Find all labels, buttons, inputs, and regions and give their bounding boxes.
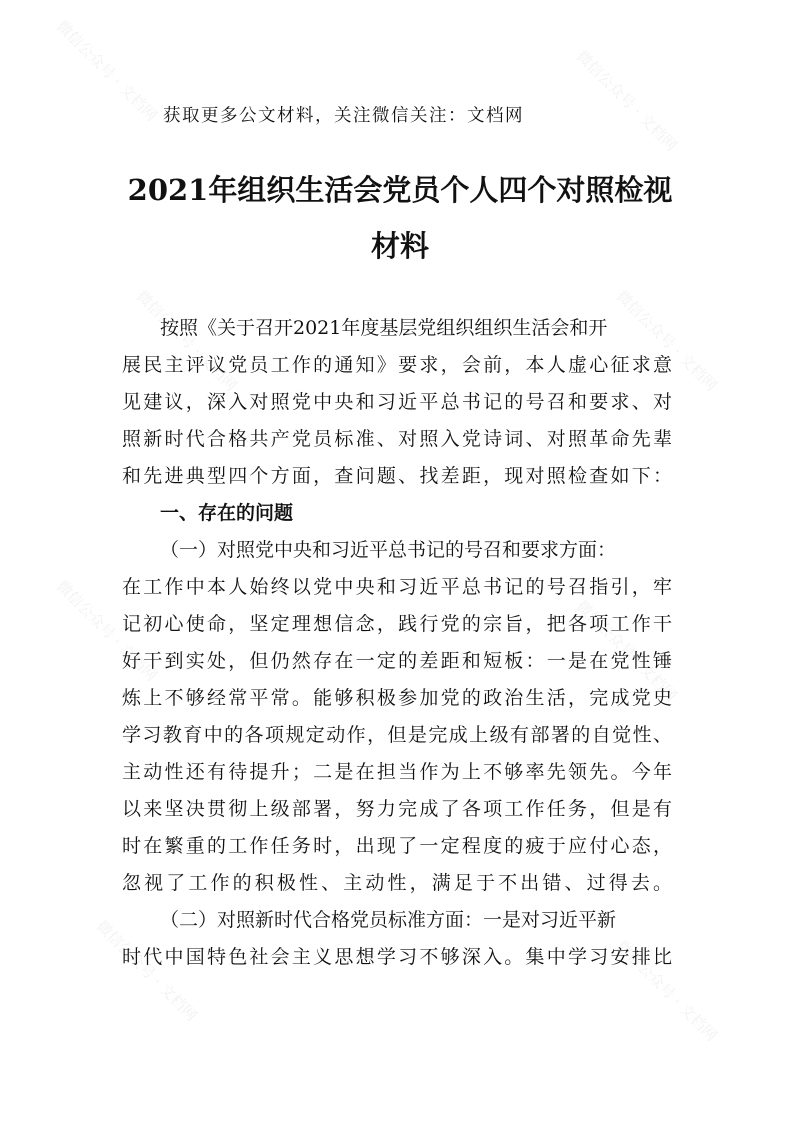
body-line-13: 主动性还有待提升；二是在担当作为上不够率先领先。今年 — [122, 761, 672, 783]
body-line-7: （一）对照党中央和习近平总书记的号召和要求方面： — [160, 539, 617, 561]
body-line-18: 时代中国特色社会主义思想学习不够深入。集中学习安排比 — [122, 946, 672, 968]
watermark: 微信公众号 · 文档网 — [92, 917, 201, 1025]
watermark: 微信公众号 · 文档网 — [132, 287, 241, 395]
body-line-4: 照新时代合格共产党员标准、对照入党诗词、对照革命先辈 — [122, 428, 672, 450]
body-line-8: 在工作中本人始终以党中央和习近平总书记的号召指引，牢 — [122, 576, 672, 598]
watermark: 微信公众号 · 文档网 — [612, 287, 721, 395]
body-line-5: 和先进典型四个方面，查问题、找差距，现对照检查如下： — [122, 465, 672, 487]
body-line-16: 忽视了工作的积极性、主动性，满足于不出错、过得去。 — [122, 872, 672, 894]
body-line-11: 炼上不够经常平常。能够积极参加党的政治生活，完成党史 — [122, 687, 672, 709]
watermark: 微信公众号 · 文档网 — [52, 577, 161, 685]
header-note: 获取更多公文材料，关注微信关注：文档网 — [163, 106, 524, 126]
watermark: 微信公众号 · 文档网 — [52, 17, 161, 125]
body-line-2: 展民主评议党员工作的通知》要求，会前，本人虚心征求意 — [122, 354, 672, 376]
watermark: 微信公众号 · 文档网 — [572, 47, 681, 155]
body-line-3: 见建议，深入对照党中央和习近平总书记的号召和要求、对 — [122, 391, 672, 413]
section-heading: 一、存在的问题 — [160, 502, 294, 524]
document-title-line-1: 2021年组织生活会党员个人四个对照检视 — [127, 173, 673, 207]
body-line-12: 学习教育中的各项规定动作，但是完成上级有部署的自觉性、 — [122, 724, 672, 746]
body-line-15: 时在繁重的工作任务时，出现了一定程度的疲于应付心态， — [122, 835, 672, 857]
document-title-line-2: 材料 — [370, 229, 429, 263]
body-line-17: （二）对照新时代合格党员标准方面：一是对习近平新 — [160, 909, 617, 931]
body-line-14: 以来坚决贯彻上级部署，努力完成了各项工作任务，但是有 — [122, 798, 672, 820]
body-line-9: 记初心使命，坚定理想信念，践行党的宗旨，把各项工作干 — [122, 613, 672, 635]
body-line-10: 好干到实处，但仍然存在一定的差距和短板：一是在党性锤 — [122, 650, 672, 672]
watermark: 微信公众号 · 文档网 — [572, 597, 681, 705]
body-line-1: 按照《关于召开2021年度基层党组织组织生活会和开 — [160, 317, 608, 339]
watermark: 微信公众号 · 文档网 — [612, 937, 721, 1045]
